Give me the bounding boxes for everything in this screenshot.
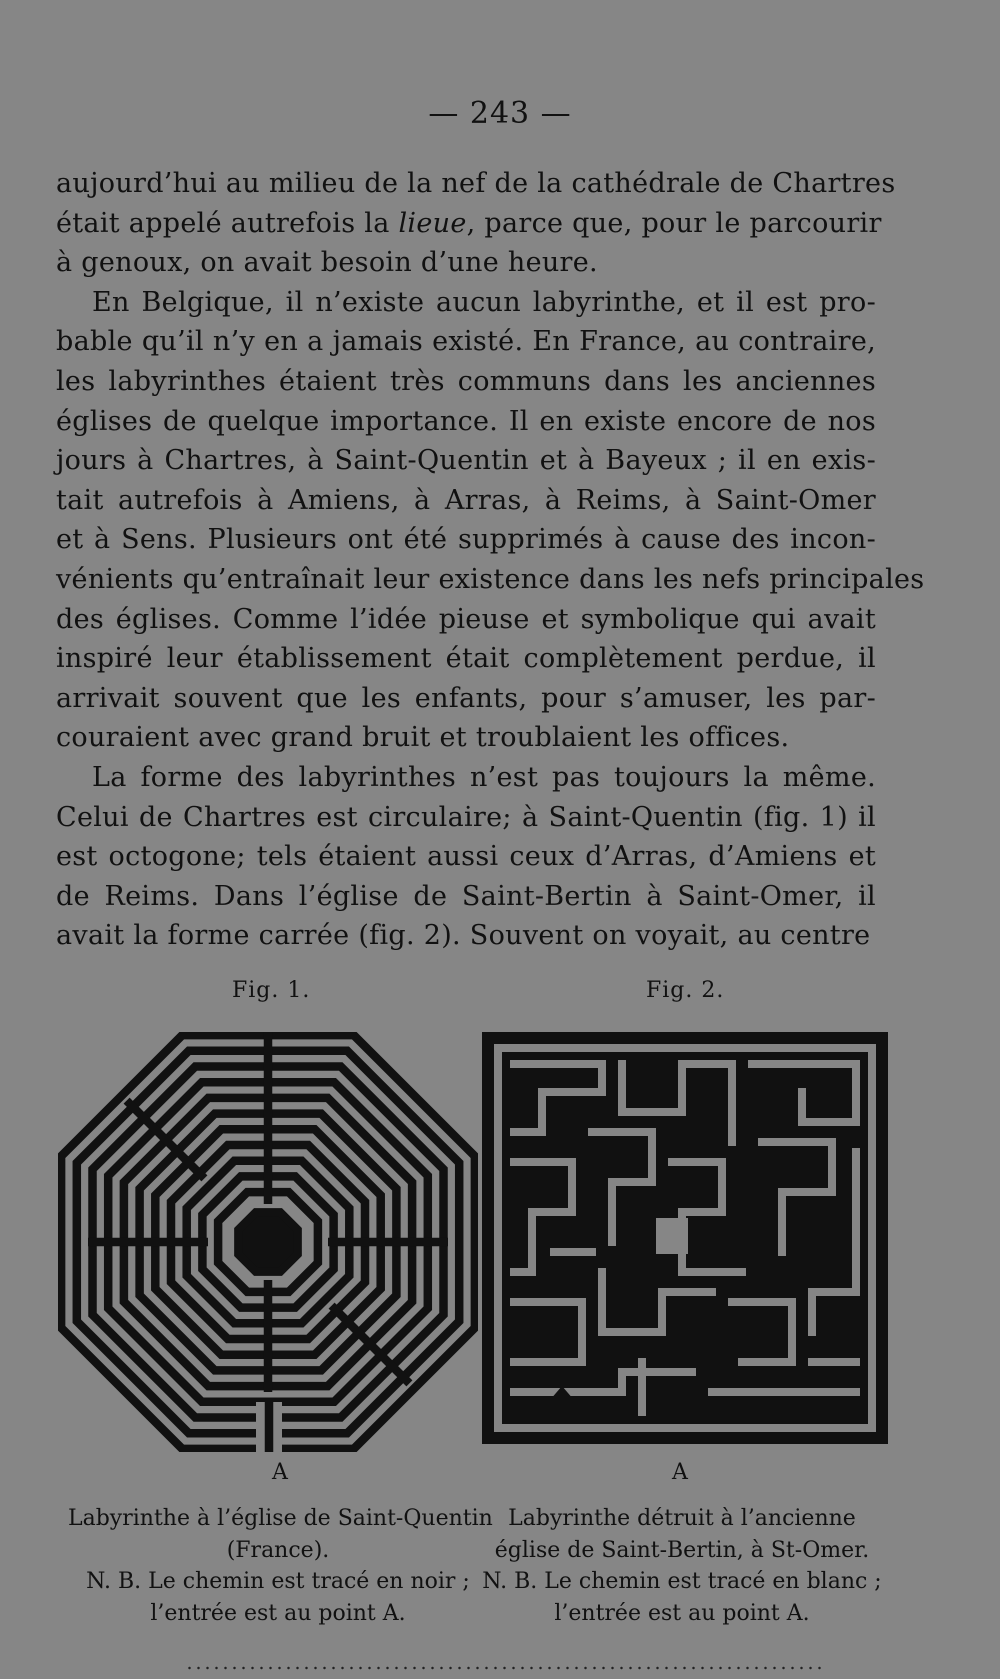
italic-word: lieue xyxy=(398,207,467,239)
square-labyrinth-figure xyxy=(482,1032,888,1444)
fig2-caption-line: l’entrée est au point A. xyxy=(554,1600,810,1626)
body-line: les labyrinthes étaient très communs dans les anciennes xyxy=(56,365,876,397)
body-text xyxy=(56,164,925,956)
fig1-caption-line: l’entrée est au point A. xyxy=(150,1600,406,1626)
body-line: Celui de Chartres est circulaire; à Saint-Quentin (fig. 1) il xyxy=(56,801,876,833)
body-line: inspiré leur établissement était complètement perdue, il xyxy=(56,643,876,675)
body-line: En Belgique, il n’existe aucun labyrinthe, et il est pro- xyxy=(92,286,876,318)
fig2-caption-line: Labyrinthe détruit à l’ancienne xyxy=(508,1506,856,1531)
fig1-caption xyxy=(68,1503,493,1629)
body-line: vénients qu’entraînait leur existence dans les nefs principales xyxy=(56,563,925,595)
octagon-centre xyxy=(238,1212,297,1271)
fig1-caption-line: N. B. Le chemin est tracé en noir ; xyxy=(86,1569,470,1594)
fig2-label: Fig. 2. xyxy=(646,978,725,1003)
body-line: tait autrefois à Amiens, à Arras, à Reims, à Saint-Omer xyxy=(56,484,876,516)
page-number: — 243 — xyxy=(428,96,572,131)
fig1-caption-line: (France). xyxy=(226,1537,330,1563)
body-line: des églises. Comme l’idée pieuse et symbolique qui avait xyxy=(56,603,876,635)
fig2-caption xyxy=(472,1503,892,1629)
body-line: bable qu’il n’y en a jamais existé. En France, au contraire, xyxy=(56,326,876,358)
fig1-point-a: A xyxy=(272,1460,288,1485)
body-line: était appelé autrefois la lieue, parce que, pour le parcourir xyxy=(56,207,882,239)
body-line: et à Sens. Plusieurs ont été supprimés à cause des incon- xyxy=(56,524,876,556)
body-line: à genoux, on avait besoin d’une heure. xyxy=(56,247,598,279)
body-line: La forme des labyrinthes n’est pas toujours la même. xyxy=(92,761,876,793)
footer-dotted-rule xyxy=(185,1666,825,1670)
fig1-label: Fig. 1. xyxy=(232,978,311,1003)
fig2-caption-line: N. B. Le chemin est tracé en blanc ; xyxy=(482,1569,882,1594)
body-line: aujourd’hui au milieu de la nef de la cathédrale de Chartres xyxy=(56,168,896,199)
square-maze-centre xyxy=(660,1222,684,1250)
octagonal-labyrinth-figure xyxy=(58,1032,478,1452)
fig1-caption-line: Labyrinthe à l’église de Saint-Quentin xyxy=(68,1506,493,1531)
body-line: de Reims. Dans l’église de Saint-Bertin à Saint-Omer, il xyxy=(56,880,876,912)
fig2-point-a: A xyxy=(672,1460,688,1485)
body-line: jours à Chartres, à Saint-Quentin et à Bayeux ; il en exis- xyxy=(56,445,876,477)
body-line: églises de quelque importance. Il en existe encore de nos xyxy=(56,405,876,437)
fig2-caption-line: église de Saint-Bertin, à St-Omer. xyxy=(494,1537,870,1563)
body-line: couraient avec grand bruit et troublaient les offices. xyxy=(56,722,790,754)
body-line: arrivait souvent que les enfants, pour s’amuser, les par- xyxy=(56,682,876,714)
body-line: est octogone; tels étaient aussi ceux d’Arras, d’Amiens et xyxy=(56,841,876,873)
body-line: avait la forme carrée (fig. 2). Souvent on voyait, au centre xyxy=(56,920,871,952)
